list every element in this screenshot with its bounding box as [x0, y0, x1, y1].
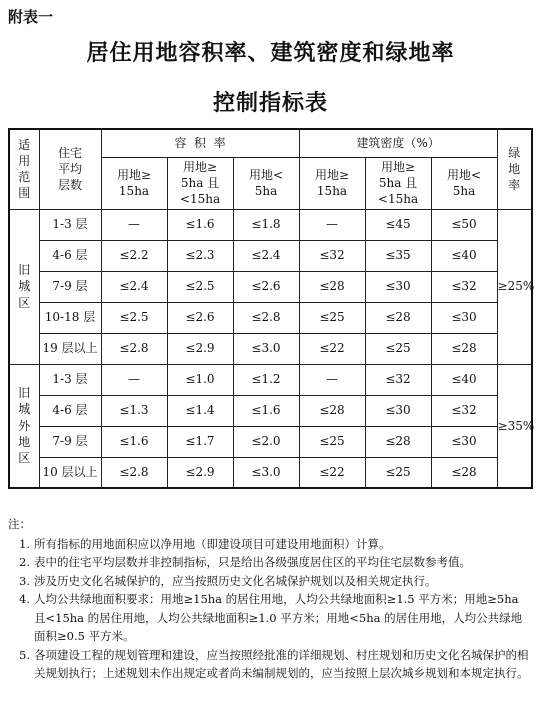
far-cell: ≤1.3 — [101, 395, 167, 426]
far-cell: ≤1.0 — [167, 364, 233, 395]
header-scope: 适 用 范 围 — [9, 129, 39, 209]
control-indicator-table — [8, 128, 533, 489]
far-cell: ≤2.4 — [233, 240, 299, 271]
header-sub-col: 用地≥ 15ha — [299, 157, 365, 209]
note-number: 2. — [19, 555, 30, 569]
far-cell: ≤1.6 — [167, 209, 233, 240]
table-row — [9, 240, 532, 271]
far-cell: ≤2.8 — [233, 302, 299, 333]
density-cell: ≤30 — [431, 426, 497, 457]
density-cell: ≤30 — [431, 302, 497, 333]
header-sub-col: 用地≥ 5ha 且 <15ha — [365, 157, 431, 209]
note-text: 各项建设工程的规划管理和建设，应当按照经批准的详细规划、村庄规划和历史文化名城保护的相关规划执行；上述规划未作出规定或者尚未编制规划的，应当按照上层次城乡规划和本规定执行。 — [34, 647, 529, 680]
table-row — [9, 333, 532, 364]
far-cell: ≤2.9 — [167, 333, 233, 364]
note-number: 1. — [19, 536, 30, 551]
density-cell: — — [299, 209, 365, 240]
header-avg-floors: 住宅 平均 层数 — [39, 129, 101, 209]
density-cell: ≤28 — [431, 333, 497, 364]
far-cell: — — [101, 364, 167, 395]
floors-cell: 7-9 层 — [39, 426, 101, 457]
density-cell: ≤28 — [365, 302, 431, 333]
floors-cell: 1-3 层 — [39, 209, 101, 240]
table-row — [9, 302, 532, 333]
note-text: 人均公共绿地面积要求：用地≥15ha 的居住用地，人均公共绿地面积≥1.5 平方米；用地≥5ha 且<15ha 的居住用地，人均公共绿地面积≥1.0 平方米；用地<5ha 的居住用地，人均公共绿地面积≥0.5 平方米。 — [34, 592, 523, 643]
density-cell: ≤40 — [431, 240, 497, 271]
floors-cell: 10 层以上 — [39, 457, 101, 488]
far-cell: ≤1.8 — [233, 209, 299, 240]
density-cell: ≤25 — [299, 426, 365, 457]
far-cell: ≤2.2 — [101, 240, 167, 271]
note-text: 涉及历史文化名城保护的，应当按照历史文化名城保护规划以及相关规定执行。 — [34, 573, 437, 588]
notes-label: 注： — [8, 517, 31, 531]
note-number: 3. — [19, 573, 30, 588]
header-sub-col: 用地< 5ha — [233, 157, 299, 209]
far-cell: ≤3.0 — [233, 333, 299, 364]
group-name: 旧 城 外 地 区 — [9, 364, 39, 488]
header-far: 容 积 率 — [101, 129, 299, 157]
far-cell: — — [101, 209, 167, 240]
density-cell: ≤25 — [365, 457, 431, 488]
header-sub-col: 用地≥ 5ha 且 <15ha — [167, 157, 233, 209]
density-cell: ≤40 — [431, 364, 497, 395]
density-cell: ≤28 — [431, 457, 497, 488]
floors-cell: 10-18 层 — [39, 302, 101, 333]
header-density: 建筑密度（%） — [299, 129, 497, 157]
far-cell: ≤2.6 — [233, 271, 299, 302]
density-cell: ≤45 — [365, 209, 431, 240]
far-cell: ≤2.0 — [233, 426, 299, 457]
header-sub-col: 用地≥ 15ha — [101, 157, 167, 209]
green-rate-cell: ≥35% — [497, 364, 532, 488]
far-cell: ≤2.3 — [167, 240, 233, 271]
document-title: 居住用地容积率、建筑密度和绿地率 — [86, 41, 455, 66]
table-row — [9, 457, 532, 488]
floors-cell: 4-6 层 — [39, 395, 101, 426]
table-row — [9, 395, 532, 426]
density-cell: ≤28 — [299, 271, 365, 302]
note-item — [8, 535, 533, 554]
far-cell: ≤1.7 — [167, 426, 233, 457]
table-row — [9, 271, 532, 302]
density-cell: ≤28 — [299, 395, 365, 426]
density-cell: ≤32 — [431, 395, 497, 426]
far-cell: ≤2.4 — [101, 271, 167, 302]
density-cell: ≤22 — [299, 333, 365, 364]
group-name: 旧 城 区 — [9, 209, 39, 364]
far-cell: ≤2.5 — [101, 302, 167, 333]
far-cell: ≤1.2 — [233, 364, 299, 395]
note-text: 所有指标的用地面积应以净用地（即建设项目可建设用地面积）计算。 — [34, 536, 391, 551]
note-item — [8, 572, 533, 591]
note-number: 5. — [19, 647, 30, 662]
document-subtitle: 控制指标表 — [212, 91, 328, 116]
density-cell: ≤25 — [299, 302, 365, 333]
density-cell: ≤32 — [365, 364, 431, 395]
density-cell: ≤28 — [365, 426, 431, 457]
appendix-label: 附表一 — [8, 8, 54, 26]
far-cell: ≤2.5 — [167, 271, 233, 302]
table-row — [9, 209, 532, 240]
density-cell: ≤32 — [431, 271, 497, 302]
floors-cell: 1-3 层 — [39, 364, 101, 395]
note-number: 4. — [19, 592, 30, 606]
density-cell: ≤25 — [365, 333, 431, 364]
notes-section — [8, 515, 533, 683]
far-cell: ≤2.6 — [167, 302, 233, 333]
floors-cell: 7-9 层 — [39, 271, 101, 302]
far-cell: ≤2.9 — [167, 457, 233, 488]
density-cell: ≤30 — [365, 271, 431, 302]
far-cell: ≤1.6 — [101, 426, 167, 457]
note-item — [8, 646, 533, 683]
header-sub-col: 用地< 5ha — [431, 157, 497, 209]
header-green-rate: 绿 地 率 — [497, 129, 532, 209]
table-row — [9, 426, 532, 457]
far-cell: ≤2.8 — [101, 333, 167, 364]
density-cell: ≤30 — [365, 395, 431, 426]
density-cell: ≤32 — [299, 240, 365, 271]
note-text: 表中的住宅平均层数并非控制指标，只是给出各级强度居住区的平均住宅层数参考值。 — [34, 555, 471, 569]
density-cell: ≤50 — [431, 209, 497, 240]
green-rate-cell: ≥25% — [497, 209, 532, 364]
table-row — [9, 364, 532, 395]
far-cell: ≤1.6 — [233, 395, 299, 426]
density-cell: ≤22 — [299, 457, 365, 488]
note-item — [8, 553, 533, 572]
floors-cell: 4-6 层 — [39, 240, 101, 271]
density-cell: — — [299, 364, 365, 395]
floors-cell: 19 层以上 — [39, 333, 101, 364]
density-cell: ≤35 — [365, 240, 431, 271]
far-cell: ≤3.0 — [233, 457, 299, 488]
note-item — [8, 590, 533, 646]
far-cell: ≤2.8 — [101, 457, 167, 488]
far-cell: ≤1.4 — [167, 395, 233, 426]
